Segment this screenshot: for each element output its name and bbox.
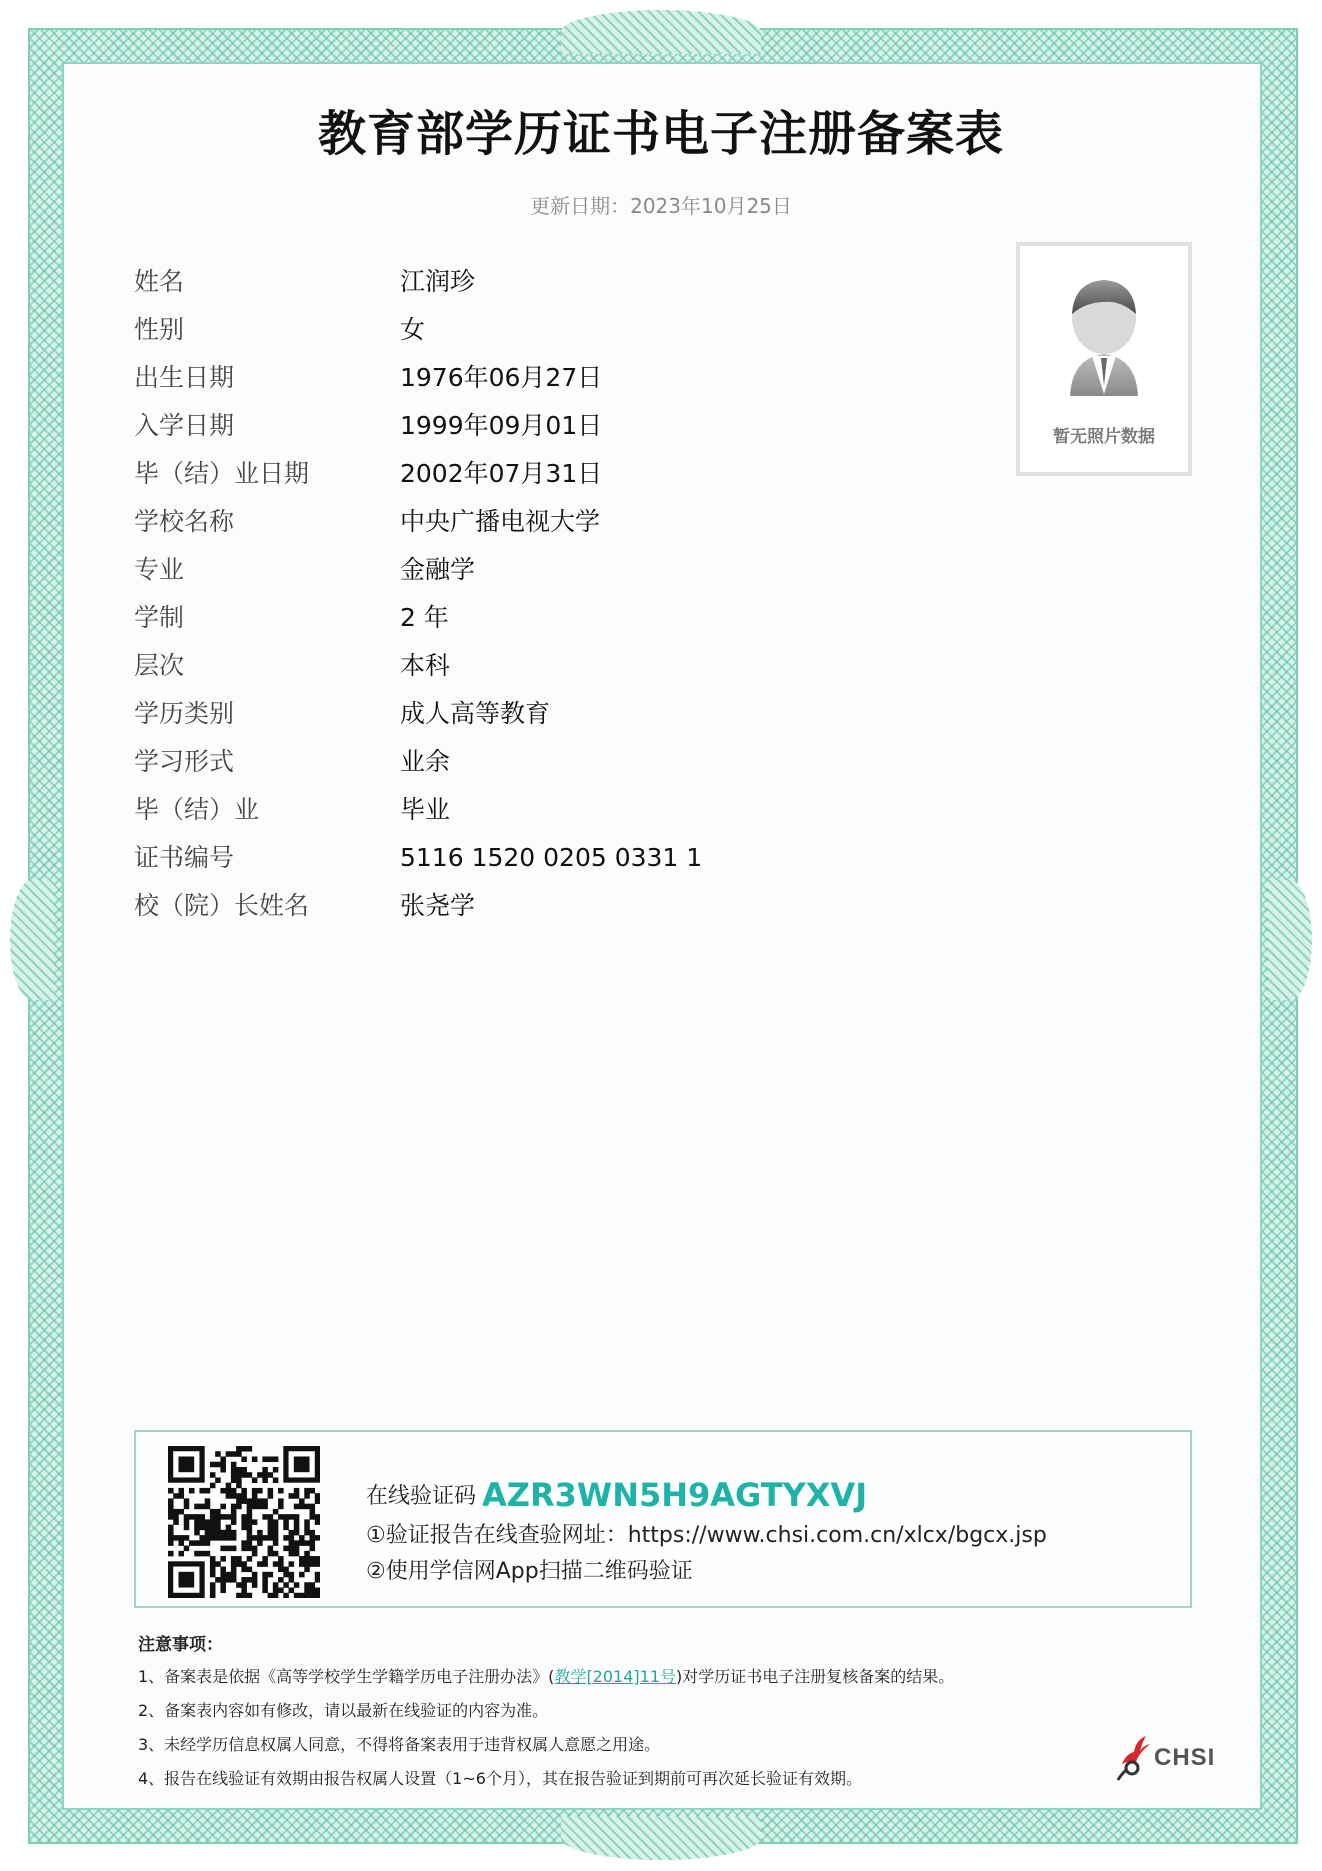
verification-code-line [366,1476,867,1514]
border-ornament-bottom [561,1816,761,1860]
verification-code: AZR3WN5H9AGTYXVJ [482,1476,868,1514]
border-ornament-right [1268,880,1312,1000]
field-value: 1976年06月27日 [400,363,603,392]
note-item-2: 2、备案表内容如有修改，请以最新在线验证的内容为准。 [138,1701,549,1720]
field-label: 学历类别 [134,699,235,728]
field-label: 学习形式 [134,747,235,776]
update-date: 更新日期：2023年10月25日 [530,194,792,218]
note-item-1 [138,1664,954,1687]
field-label: 出生日期 [134,363,235,392]
chsi-logo [1116,1732,1226,1782]
verification-url-line: ①验证报告在线查验网址：https://www.chsi.com.cn/xlcx/bgcx.jsp [366,1523,1047,1548]
avatar-placeholder-icon [1020,246,1188,416]
chsi-logo-text: CHSI [1154,1744,1216,1771]
regulation-link[interactable]: 教学[2014]11号 [554,1667,677,1686]
verification-app-line: ②使用学信网App扫描二维码验证 [366,1559,693,1584]
note-text: 1、备案表是依据《高等学校学生学籍学历电子注册办法》( [138,1667,555,1686]
border-ornament-left [10,880,54,1000]
photo-caption: 暂无照片数据 [1053,427,1155,447]
field-label: 毕（结）业 [134,795,260,824]
document-title: 教育部学历证书电子注册备案表 [317,106,1004,162]
verification-panel [134,1430,1192,1608]
field-label: 层次 [134,651,185,680]
field-label: 校（院）长姓名 [134,891,310,920]
border-ornament-top [561,10,761,54]
field-value: 5116 1520 0205 0331 1 [400,843,703,872]
notes-title: 注意事项： [138,1635,223,1655]
field-value: 业余 [400,747,451,776]
qr-code-icon[interactable] [168,1446,320,1602]
field-label: 姓名 [134,267,185,296]
field-value: 张尧学 [400,891,476,920]
field-label: 证书编号 [134,843,235,872]
field-value: 2002年07月31日 [400,459,603,488]
note-text: )对学历证书电子注册复核备案的结果。 [676,1667,955,1686]
field-value: 成人高等教育 [400,699,551,728]
field-value: 金融学 [400,555,476,584]
field-value: 1999年09月01日 [400,411,603,440]
field-label: 学校名称 [134,507,235,536]
field-value: 2 年 [400,603,449,632]
field-value: 本科 [400,651,451,680]
field-label: 学制 [134,603,185,632]
field-label: 性别 [134,315,185,344]
field-value: 女 [400,315,426,344]
field-label: 入学日期 [134,411,235,440]
field-label: 专业 [134,555,185,584]
field-label: 毕（结）业日期 [134,459,310,488]
note-item-4: 4、报告在线验证有效期由报告权属人设置（1~6个月），其在报告验证到期前可再次延长验证有效期。 [138,1769,862,1788]
field-value: 江润珍 [400,267,476,296]
chsi-bird-icon [1116,1732,1156,1782]
field-value: 中央广播电视大学 [400,507,601,536]
note-item-3: 3、未经学历信息权属人同意，不得将备案表用于违背权属人意愿之用途。 [138,1735,661,1754]
verification-code-label: 在线验证码 [366,1484,477,1509]
field-value: 毕业 [400,795,451,824]
photo-placeholder [1016,242,1192,476]
